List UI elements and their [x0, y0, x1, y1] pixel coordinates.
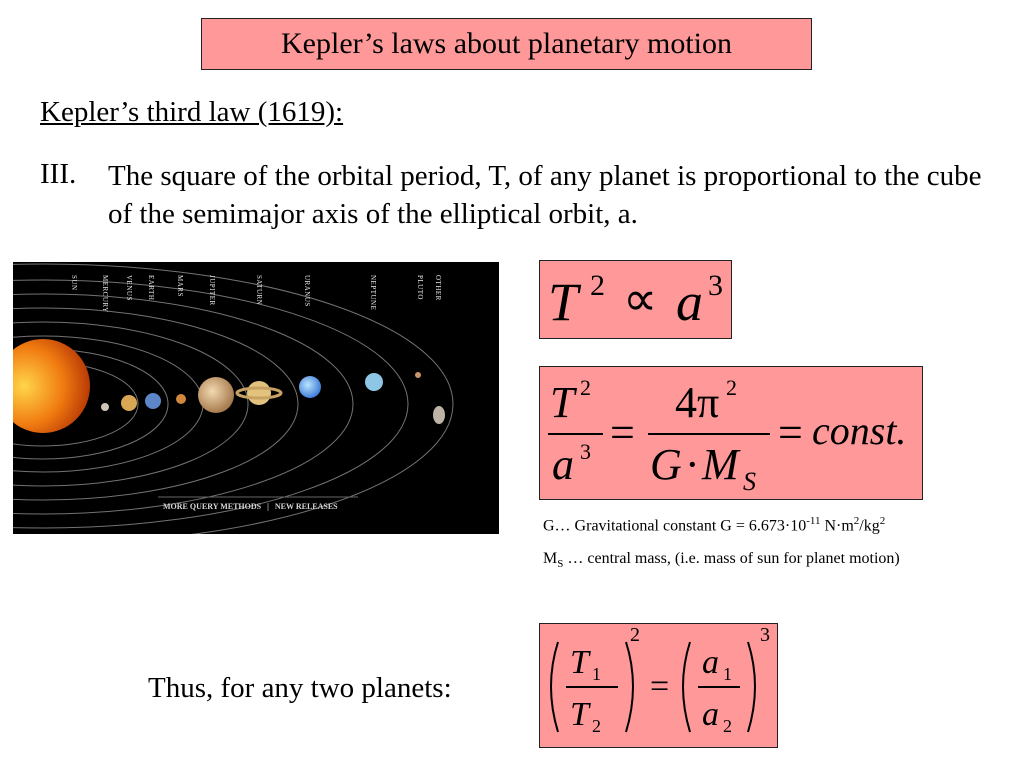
pluto-icon	[415, 372, 421, 378]
uranus-icon	[299, 376, 321, 398]
note-g-unit-sup-b: 2	[879, 515, 886, 527]
asteroid-icon	[433, 406, 445, 424]
formula2-fraction-bar-1	[548, 433, 603, 435]
formula3-sub1: 1	[592, 664, 601, 684]
formula-two-planets	[539, 623, 778, 748]
solar-image-footer	[163, 502, 338, 511]
label-venus: VENUS	[125, 275, 133, 301]
formula2-eq2: =	[778, 408, 803, 457]
formula3-exp-right: 3	[760, 624, 770, 646]
formula2-numerator: 4π	[675, 378, 720, 427]
label-saturn: SATURN	[255, 275, 263, 306]
formula-kepler-third-law	[539, 366, 923, 500]
note-gravitational-constant	[543, 515, 885, 535]
formula2-const: const.	[812, 408, 907, 453]
formula3-sub2: 2	[592, 716, 601, 736]
label-uranus: URANUS	[303, 275, 311, 307]
sun-icon	[13, 339, 90, 433]
label-other: OTHER	[434, 275, 442, 301]
formula3-a1: a	[702, 644, 719, 681]
formula1-exp2: 2	[590, 269, 605, 302]
law-statement: The square of the orbital period, T, of any planet is proportional to the cube of the semimajor axis of the elliptical orbit, a.	[108, 160, 982, 230]
formula3-T2: T	[570, 696, 589, 733]
note-g-exponent: -11	[806, 515, 821, 527]
planet-labels	[13, 262, 499, 342]
note-m-symbol: M	[543, 550, 558, 567]
note-g-unit-sup: 2	[853, 515, 860, 527]
label-pluto: PLUTO	[416, 275, 424, 300]
conclusion-text: Thus, for any two planets:	[148, 672, 452, 704]
label-mars: MARS	[176, 275, 184, 297]
formula2-T: T	[550, 378, 575, 427]
footer-separator: |	[267, 502, 269, 511]
formula3-asub2: 2	[723, 716, 732, 736]
slide-title-text: Kepler’s laws about planetary motion	[281, 27, 732, 60]
formula2-dot: ·	[685, 440, 700, 489]
more-query-methods-link: MORE QUERY METHODS	[163, 502, 262, 511]
formula3-asub1: 1	[723, 664, 732, 684]
mars-icon	[176, 394, 186, 404]
neptune-icon	[365, 373, 383, 391]
formula2-exp2: 2	[580, 375, 591, 400]
solar-system-image	[13, 262, 499, 534]
earth-icon	[145, 393, 161, 409]
formula2-a: a	[552, 440, 574, 489]
formula3-a2: a	[702, 696, 719, 733]
formula2-num-exp: 2	[726, 375, 737, 400]
formula2-fraction-bar-2	[648, 433, 770, 435]
formula1-a: a	[676, 272, 703, 332]
label-neptune: NEPTUNE	[369, 275, 377, 311]
jupiter-icon	[198, 377, 234, 413]
note-g-unit-b: /kg	[859, 517, 880, 535]
label-mercury: MERCURY	[101, 275, 109, 313]
formula2-G: G	[650, 440, 682, 489]
law-heading: Kepler’s third law (1619):	[40, 96, 344, 128]
formula2-eq1: =	[610, 408, 635, 457]
formula1-T: T	[548, 272, 579, 332]
law-number: III.	[40, 158, 77, 190]
formula2-sub-s: S	[743, 467, 756, 496]
note-central-mass	[543, 550, 900, 570]
label-sun: SUN	[70, 275, 78, 291]
formula1-prop: ∝	[623, 273, 658, 326]
label-earth: EARTH	[147, 275, 155, 301]
note-g-unit-a: N·m	[820, 517, 854, 535]
formula2-exp3: 3	[580, 439, 591, 464]
note-g-text: G… Gravitational constant G = 6.673·10	[543, 517, 807, 535]
slide-title	[201, 18, 812, 70]
formula2-M: M	[702, 440, 739, 489]
note-m-text: … central mass, (i.e. mass of sun for planet motion)	[563, 550, 900, 567]
new-releases-link: NEW RELEASES	[274, 502, 338, 511]
formula-proportional	[539, 260, 732, 339]
saturn-icon	[237, 381, 281, 405]
mercury-icon	[101, 403, 109, 411]
formula3-exp-left: 2	[630, 624, 640, 646]
note-m-sub: S	[557, 558, 564, 571]
formula3-T1: T	[570, 644, 589, 681]
formula3-eq: =	[650, 668, 670, 705]
venus-icon	[121, 395, 137, 411]
label-jupiter: JUPITER	[208, 275, 216, 306]
formula1-exp3: 3	[708, 269, 723, 302]
